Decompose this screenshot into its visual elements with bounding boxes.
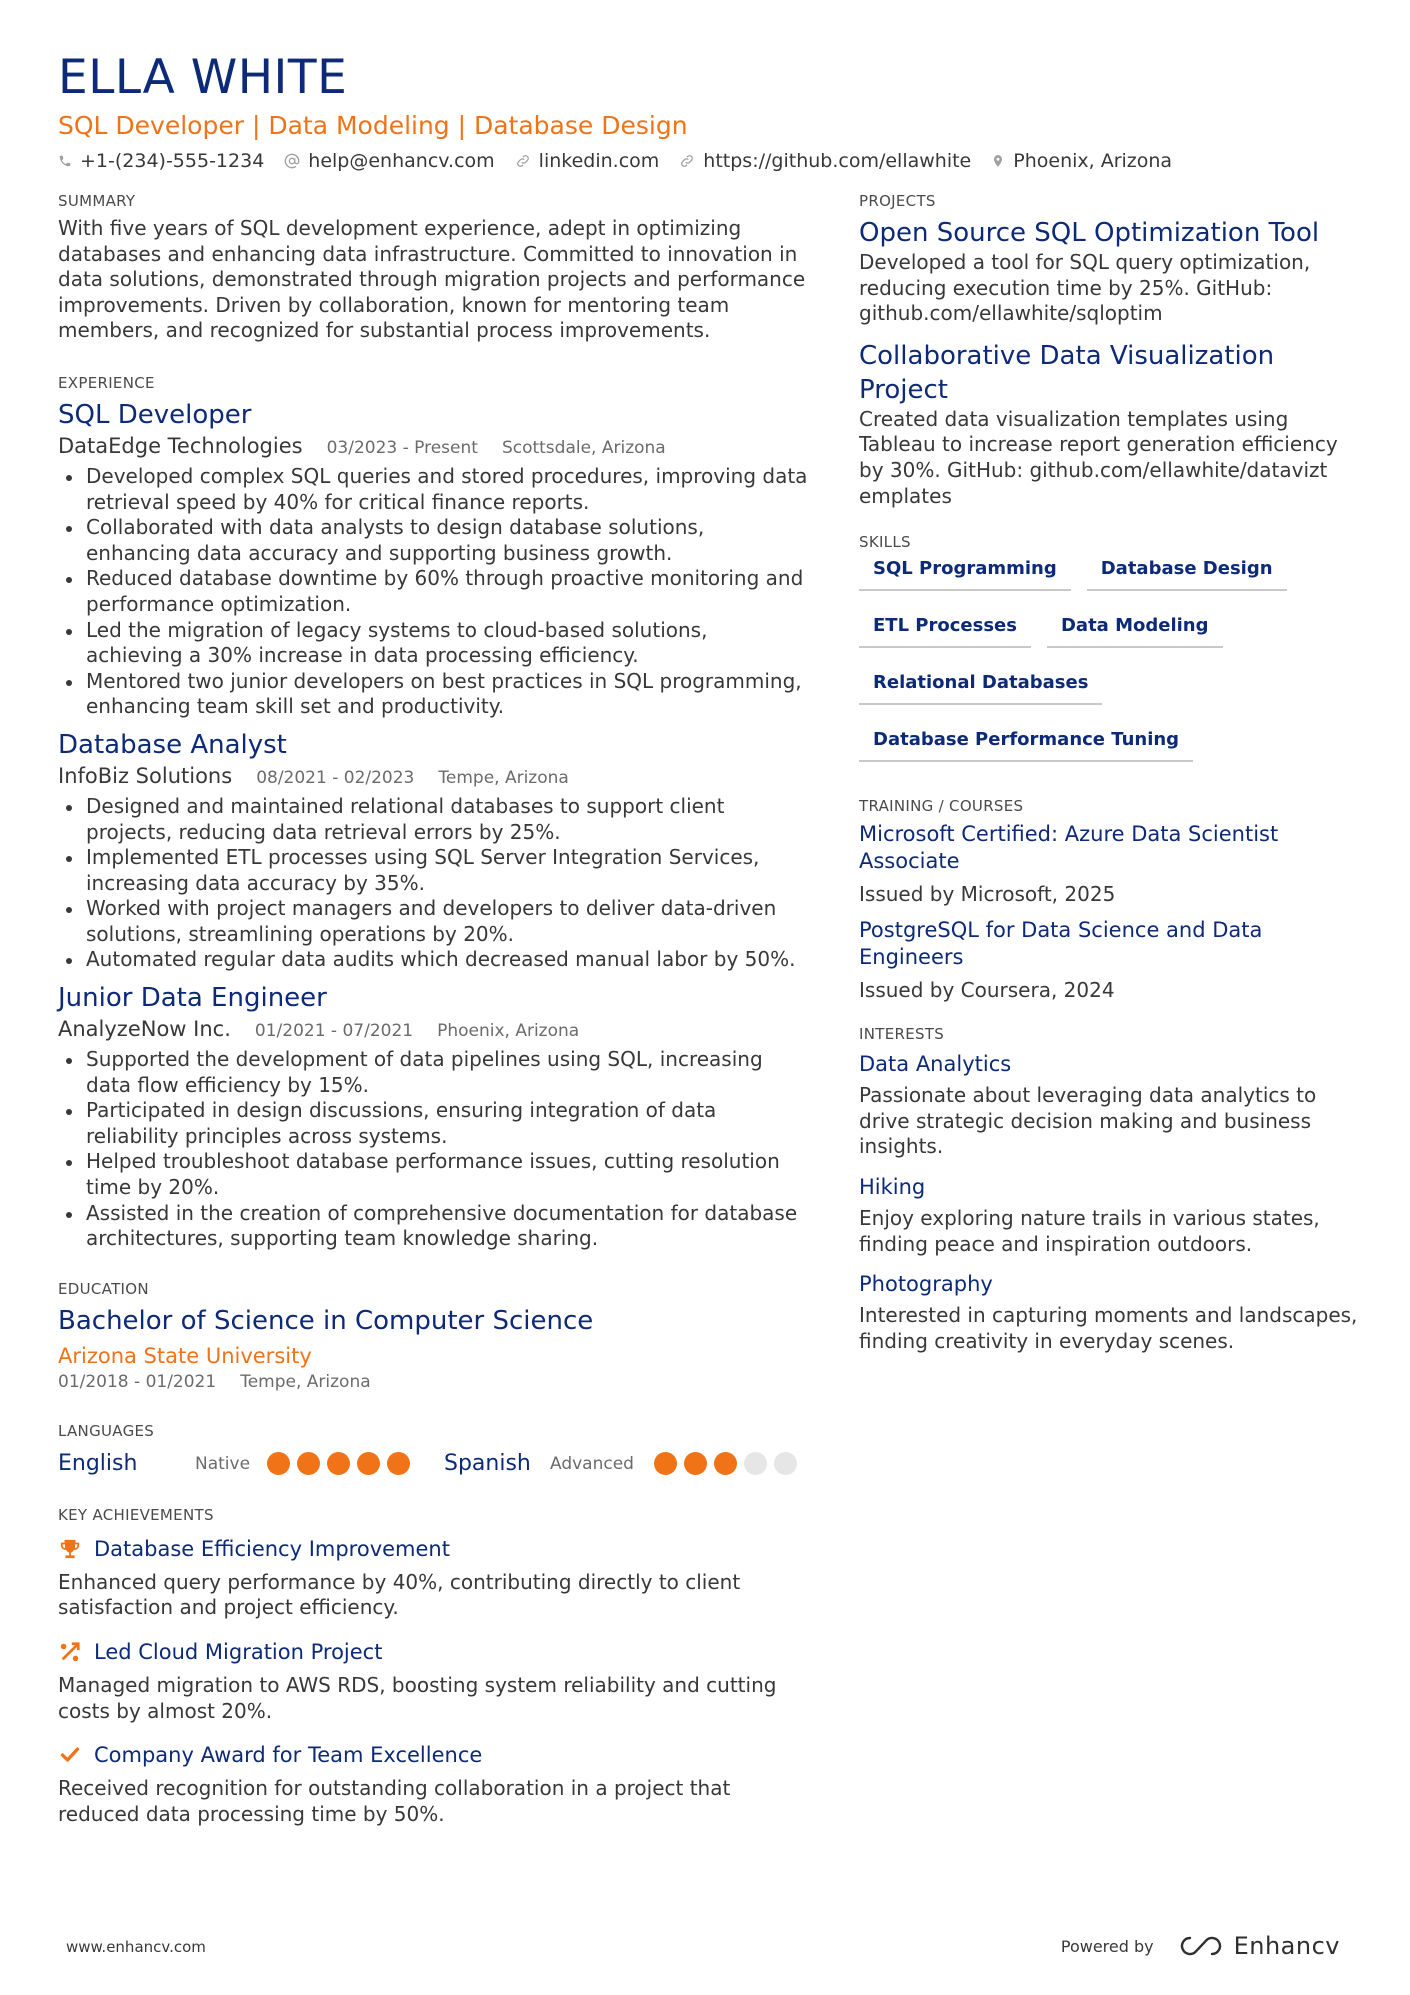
job-dates: 03/2023 - Present <box>326 437 478 458</box>
interests-section <box>859 1023 1359 1354</box>
experience-section <box>58 372 810 1252</box>
project-item <box>859 339 1359 509</box>
contact-linkedin[interactable] <box>515 148 660 174</box>
language-name: English <box>58 1451 138 1477</box>
contact-phone[interactable] <box>58 148 264 174</box>
contact-location <box>991 148 1172 174</box>
job-bullet: Implemented ETL processes using SQL Server Integration Services, increasing data accuracy by 35%. <box>58 845 810 896</box>
phone-icon <box>58 154 72 168</box>
education-section <box>58 1278 810 1394</box>
section-title: EDUCATION <box>58 1279 149 1298</box>
job-bullet: Collaborated with data analysts to design database solutions, enhancing data accuracy and supporting business growth. <box>58 515 810 566</box>
section-title: EXPERIENCE <box>58 373 155 392</box>
job-entry <box>58 981 810 1252</box>
section-title: PROJECTS <box>859 192 936 210</box>
achievement-item <box>58 1534 810 1621</box>
achievement-title: Database Efficiency Improvement <box>94 1536 450 1561</box>
achievement-desc: Managed migration to AWS RDS, boosting system reliability and cutting costs by almost 20%. <box>58 1673 777 1723</box>
project-title: Collaborative Data Visualization Project <box>859 340 1275 405</box>
proficiency-dot-filled <box>654 1452 677 1475</box>
link-icon <box>679 153 695 169</box>
job-entry <box>58 398 810 720</box>
job-meta <box>58 432 810 462</box>
proficiency-dot-filled <box>684 1452 707 1475</box>
linkedin-text: linkedin.com <box>538 150 660 172</box>
course-issuer: Issued by Microsoft, 2025 <box>859 882 1116 907</box>
achievement-head <box>58 1740 810 1770</box>
section-title: SKILLS <box>859 533 911 552</box>
powered-by-label: Powered by <box>1060 1936 1154 1956</box>
checkmark-icon <box>58 1745 82 1765</box>
proficiency-dot-filled <box>327 1452 350 1475</box>
projects-section <box>859 190 1359 509</box>
job-company: AnalyzeNow Inc. <box>58 1017 231 1042</box>
job-bullet: Supported the development of data pipelines using SQL, increasing data flow efficiency by 15%. <box>58 1047 810 1098</box>
job-bullet: Led the migration of legacy systems to cloud-based solutions, achieving a 30% increase in data processing efficiency. <box>58 618 810 669</box>
location-pin-icon <box>991 153 1005 169</box>
course-item <box>859 821 1359 907</box>
job-title: SQL Developer <box>58 399 252 430</box>
section-title: LANGUAGES <box>58 1421 155 1440</box>
interest-title: Hiking <box>859 1174 926 1199</box>
job-dates: 08/2021 - 02/2023 <box>256 767 415 788</box>
language-proficiency-dots <box>654 1452 804 1475</box>
project-desc: Created data visualization templates using Tableau to increase report generation efficiency by 30%. GitHub: github.com/ellawhite/datavizt​emplates <box>859 406 1338 508</box>
achievement-title: Company Award for Team Excellence <box>94 1743 483 1768</box>
proficiency-dot-empty <box>774 1452 797 1475</box>
education-school: Arizona State University <box>58 1343 312 1368</box>
course-title: Microsoft Certified: Azure Data Scientist Associate <box>859 822 1279 874</box>
achievement-head <box>58 1534 810 1564</box>
left-column <box>58 190 810 1855</box>
languages-section <box>58 1420 810 1480</box>
job-bullet: Mentored two junior developers on best practices in SQL programming, enhancing team skill set and productivity. <box>58 669 810 720</box>
summary-text: With five years of SQL development experience, adept in optimizing databases and enhancing data infrastructure. Committed to innovation in data solutions, demonstrated through migration projects and performance improvements. Driven by collaboration, known for mentoring team members, and recognized for substantial process improvements. <box>58 216 806 343</box>
resume-header <box>58 50 1358 174</box>
language-level: Advanced <box>550 1453 634 1474</box>
migration-icon <box>58 1641 82 1663</box>
achievement-desc: Received recognition for outstanding collaboration in a project that reduced data processing time by 50%. <box>58 1776 731 1826</box>
job-company: DataEdge Technologies <box>58 433 303 458</box>
interest-desc: Passionate about leveraging data analytics to drive strategic decision making and business insights. <box>859 1083 1317 1159</box>
skill-tag: Database Performance Tuning <box>859 728 1193 762</box>
achievement-head <box>58 1637 810 1667</box>
course-issuer: Issued by Coursera, 2024 <box>859 978 1115 1003</box>
skills-section <box>859 531 1359 785</box>
section-title: KEY ACHIEVEMENTS <box>58 1505 214 1524</box>
proficiency-dot-empty <box>744 1452 767 1475</box>
contact-github[interactable] <box>679 148 971 174</box>
job-bullet: Automated regular data audits which decreased manual labor by 50%. <box>58 947 810 973</box>
candidate-name: ELLA WHITE <box>58 50 348 105</box>
proficiency-dot-filled <box>297 1452 320 1475</box>
section-title: SUMMARY <box>58 192 136 210</box>
footer-branding <box>1061 1932 1340 1960</box>
achievement-desc: Enhanced query performance by 40%, contributing directly to client satisfaction and project efficiency. <box>58 1569 741 1620</box>
interest-desc: Enjoy exploring nature trails in various states, finding peace and inspiration outdoors. <box>859 1205 1320 1256</box>
job-company: InfoBiz Solutions <box>58 763 233 788</box>
job-title: Database Analyst <box>58 729 287 760</box>
project-desc: Developed a tool for SQL query optimization, reducing execution time by 25%. GitHub: github.com/ellawhite/sqloptim <box>859 250 1311 326</box>
job-entry <box>58 728 810 973</box>
achievement-item <box>58 1637 810 1724</box>
proficiency-dot-filled <box>267 1452 290 1475</box>
project-title: Open Source SQL Optimization Tool <box>859 218 1320 248</box>
at-sign-icon <box>284 153 300 169</box>
skills-list <box>859 557 1359 785</box>
interest-item <box>859 1172 1359 1257</box>
job-bullet: Participated in design discussions, ensuring integration of data reliability principles across systems. <box>58 1098 810 1149</box>
interest-item <box>859 1269 1359 1354</box>
interest-title: Photography <box>859 1272 993 1297</box>
section-title: INTERESTS <box>859 1025 945 1044</box>
contact-email[interactable] <box>284 148 494 174</box>
page-footer <box>0 1930 1410 1970</box>
candidate-tagline: SQL Developer | Data Modeling | Database Design <box>58 111 688 140</box>
training-section <box>859 795 1359 1003</box>
contact-bar <box>58 148 1358 174</box>
proficiency-dot-filled <box>357 1452 380 1475</box>
job-location: Phoenix, Arizona <box>437 1021 580 1042</box>
job-bullet: Helped troubleshoot database performance issues, cutting resolution time by 20%. <box>58 1149 810 1200</box>
education-location: Tempe, Arizona <box>240 1371 371 1392</box>
proficiency-dot-filled <box>387 1452 410 1475</box>
github-text: https://github.com/ellawhite <box>703 150 972 172</box>
job-bullet: Assisted in the creation of comprehensive documentation for database architectures, supporting team knowledge sharing. <box>58 1201 810 1252</box>
location-text: Phoenix, Arizona <box>1013 150 1173 172</box>
brand-name: Enhancv <box>1233 1932 1340 1960</box>
skill-tag: SQL Programming <box>859 557 1071 591</box>
skill-tag: Database Design <box>1087 557 1287 591</box>
right-column <box>859 190 1359 1382</box>
trophy-icon <box>58 1538 82 1560</box>
job-bullets <box>58 464 810 720</box>
link-icon <box>515 153 531 169</box>
language-level: Native <box>195 1453 251 1474</box>
language-name: Spanish <box>444 1451 531 1477</box>
footer-website[interactable]: www.enhancv.com <box>66 1938 206 1956</box>
course-title: PostgreSQL for Data Science and Data Engineers <box>859 918 1263 970</box>
education-meta <box>58 1370 810 1394</box>
achievements-section <box>58 1504 810 1828</box>
course-item <box>859 917 1359 1003</box>
interest-title: Data Analytics <box>859 1052 1012 1077</box>
achievement-title: Led Cloud Migration Project <box>94 1640 383 1664</box>
email-text: help@enhancv.com <box>308 150 495 172</box>
enhancv-logo-icon <box>1178 1934 1224 1958</box>
job-bullet: Designed and maintained relational databases to support client projects, reducing data retrieval errors by 25%. <box>58 794 810 845</box>
job-location: Scottsdale, Arizona <box>501 437 666 458</box>
skill-tag: Data Modeling <box>1047 614 1223 648</box>
job-title: Junior Data Engineer <box>58 983 327 1014</box>
job-location: Tempe, Arizona <box>438 767 569 788</box>
section-title: TRAINING / COURSES <box>859 797 1024 816</box>
project-item <box>859 216 1359 327</box>
job-bullets <box>58 1047 810 1252</box>
interest-desc: Interested in capturing moments and landscapes, finding creativity in everyday scenes. <box>859 1303 1358 1353</box>
education-dates: 01/2018 - 01/2021 <box>58 1371 217 1392</box>
interest-item <box>859 1049 1359 1160</box>
proficiency-dot-filled <box>714 1452 737 1475</box>
job-bullet: Developed complex SQL queries and stored procedures, improving data retrieval speed by 40% for critical finance reports. <box>58 464 810 515</box>
language-proficiency-dots <box>267 1452 417 1475</box>
job-bullet: Reduced database downtime by 60% through proactive monitoring and performance optimization. <box>58 566 810 617</box>
job-bullets <box>58 794 810 973</box>
phone-text: +1-(234)-555-1234 <box>80 150 265 172</box>
languages-row <box>58 1448 810 1480</box>
skill-tag: Relational Databases <box>859 671 1102 705</box>
job-bullet: Worked with project managers and developers to deliver data-driven solutions, streamlining operations by 20%. <box>58 896 810 947</box>
achievement-item <box>58 1740 810 1827</box>
job-meta <box>58 1015 810 1045</box>
skill-tag: ETL Processes <box>859 614 1031 648</box>
education-degree: Bachelor of Science in Computer Science <box>58 1305 594 1336</box>
job-dates: 01/2021 - 07/2021 <box>254 1021 414 1042</box>
summary-section <box>58 190 810 344</box>
job-meta <box>58 762 810 792</box>
